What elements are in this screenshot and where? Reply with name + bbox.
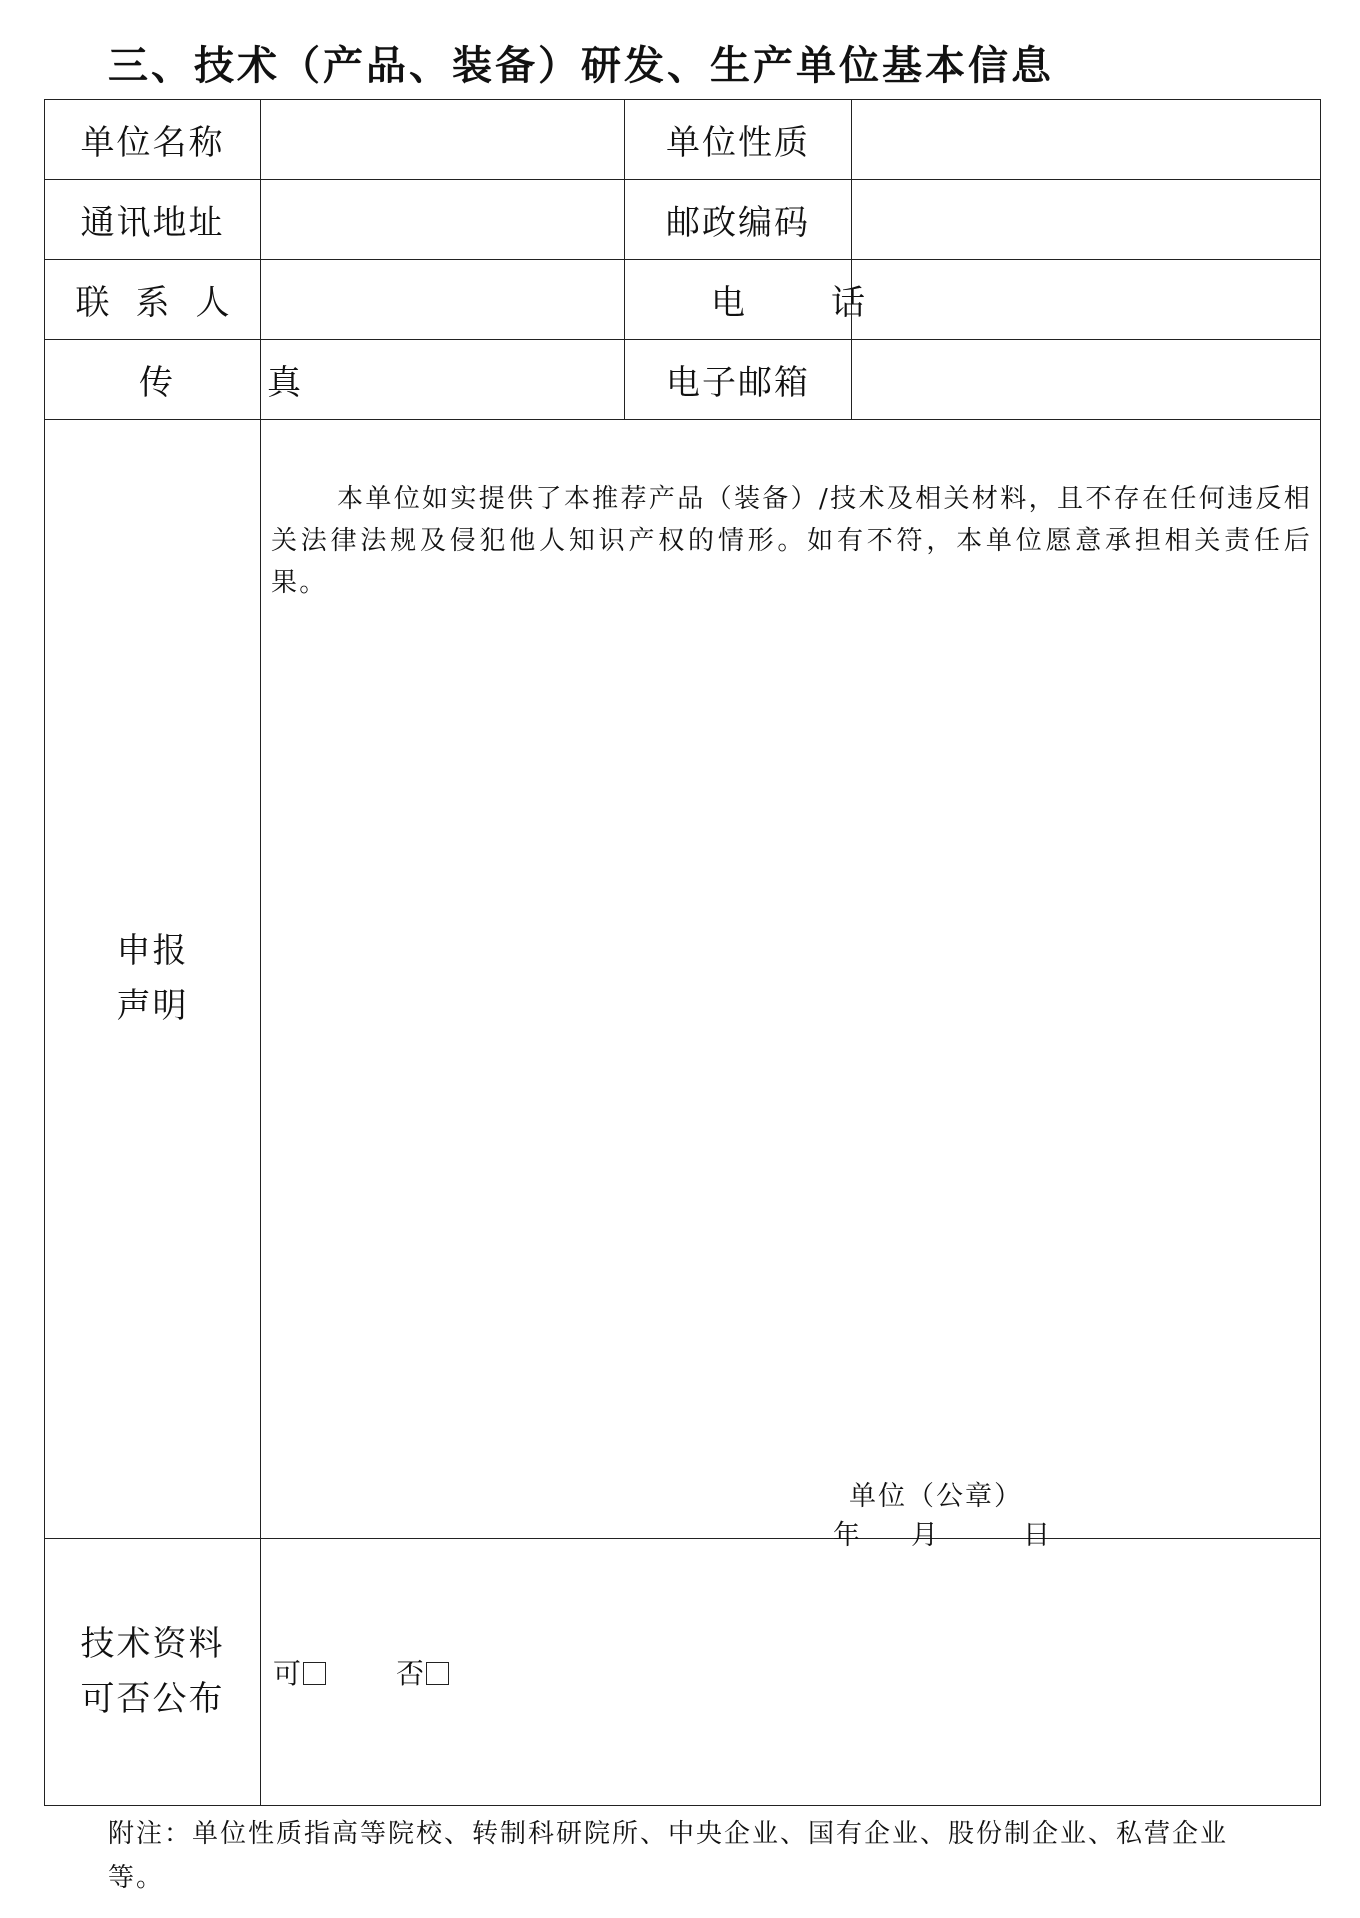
email-field[interactable] xyxy=(852,340,1321,420)
form-row-publication xyxy=(45,1539,1321,1806)
form-row-fax xyxy=(45,340,1321,420)
declaration-label xyxy=(45,420,261,1539)
unit-info-form xyxy=(44,99,1321,1806)
publish-yes-option[interactable] xyxy=(273,1652,326,1692)
publication-label-line1: 技术资料 xyxy=(80,1624,225,1664)
declaration-label-line1: 申报 xyxy=(116,931,189,971)
fax-label: 传真 xyxy=(45,340,261,420)
contact-person-label: 联系人 xyxy=(45,260,261,340)
form-row-declaration xyxy=(45,420,1321,1539)
publish-no-label: 否 xyxy=(396,1657,425,1690)
publish-no-option[interactable] xyxy=(396,1652,449,1692)
form-row-unit-name xyxy=(45,100,1321,180)
address-label: 通讯地址 xyxy=(45,180,261,260)
unit-type-label: 单位性质 xyxy=(625,100,852,180)
date-day-label: 日 xyxy=(1023,1520,1050,1551)
email-label: 电子邮箱 xyxy=(625,340,852,420)
unit-name-field[interactable] xyxy=(261,100,625,180)
declaration-cell xyxy=(261,420,1321,1551)
publication-label-line2: 可否公布 xyxy=(80,1679,225,1719)
postal-code-label: 邮政编码 xyxy=(625,180,852,260)
publish-yes-checkbox[interactable] xyxy=(303,1662,326,1685)
declaration-label-line2: 声明 xyxy=(116,986,189,1026)
date-line xyxy=(833,1513,1050,1552)
unit-seal-label: 单位（公章） xyxy=(849,1481,1023,1512)
publication-label xyxy=(45,1539,261,1806)
footnote: 附注：单位性质指高等院校、转制科研院所、中央企业、国有企业、股份制企业、私营企业等。 xyxy=(108,1819,1229,1893)
unit-name-label: 单位名称 xyxy=(45,100,261,180)
page-title: 三、技术（产品、装备）研发、生产单位基本信息 xyxy=(108,43,1054,89)
phone-label: 电话 xyxy=(625,260,852,340)
contact-person-field[interactable] xyxy=(261,260,625,340)
address-field[interactable] xyxy=(261,180,625,260)
form-row-address xyxy=(45,180,1321,260)
date-year-label: 年 xyxy=(833,1520,860,1551)
publish-yes-label: 可 xyxy=(273,1657,302,1690)
form-row-contact xyxy=(45,260,1321,340)
date-month-label: 月 xyxy=(911,1520,938,1551)
publication-options xyxy=(261,1539,1321,1806)
unit-type-field[interactable] xyxy=(852,100,1321,180)
postal-code-field[interactable] xyxy=(852,180,1321,260)
declaration-text: 本单位如实提供了本推荐产品（装备）/技术及相关材料，且不存在任何违反相关法律法规及侵犯他人知识产权的情形。如有不符，本单位愿意承担相关责任后果。 xyxy=(271,484,1312,598)
publish-no-checkbox[interactable] xyxy=(426,1662,449,1685)
